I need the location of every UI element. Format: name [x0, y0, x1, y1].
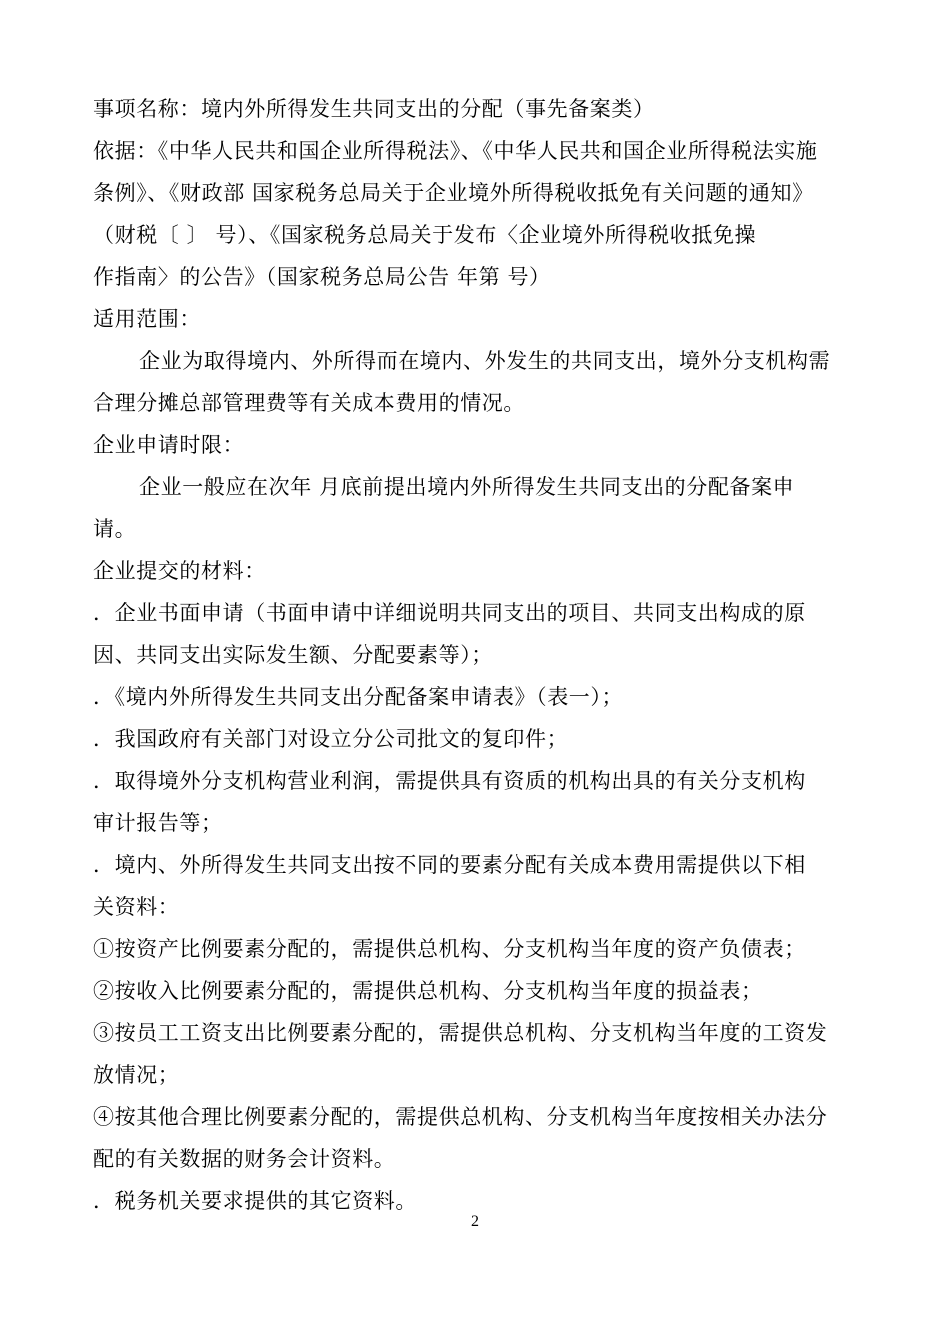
basis-line: 作指南〉的公告》（国家税务总局公告 年第 号） — [93, 265, 551, 289]
material-subitem: ②按收入比例要素分配的，需提供总机构、分支机构当年度的损益表； — [93, 979, 763, 1003]
material-item: ．《境内外所得发生共同支出分配备案申请表》（表一）； — [93, 685, 624, 709]
material-item: ．我国政府有关部门对设立分公司批文的复印件； — [93, 727, 569, 751]
page-number: 2 — [471, 1213, 479, 1230]
material-subitem: ①按资产比例要素分配的，需提供总机构、分支机构当年度的资产负债表； — [93, 937, 806, 961]
scope-text: 企业为取得境内、外所得而在境内、外发生的共同支出，境外分支机构需 — [139, 349, 831, 373]
material-subitem: 放情况； — [93, 1063, 180, 1087]
material-item: 关资料： — [93, 895, 180, 919]
material-item: 审计报告等； — [93, 811, 223, 835]
material-item: ．取得境外分支机构营业利润，需提供具有资质的机构出具的有关分支机构 — [93, 769, 806, 793]
item-name-line: 事项名称：境内外所得发生共同支出的分配（事先备案类） — [93, 97, 655, 121]
basis-line: 条例》、《财政部 国家税务总局关于企业境外所得税收抵免有关问题的通知》 — [93, 181, 814, 205]
basis-line: 依据：《中华人民共和国企业所得税法》、《中华人民共和国企业所得税法实施 — [93, 139, 818, 163]
material-subitem: 配的有关数据的财务会计资料。 — [93, 1147, 396, 1171]
material-item: ．税务机关要求提供的其它资料。 — [93, 1189, 417, 1213]
document-body — [93, 88, 845, 1222]
material-subitem: ③按员工工资支出比例要素分配的，需提供总机构、分支机构当年度的工资发 — [93, 1021, 828, 1045]
scope-text: 合理分摊总部管理费等有关成本费用的情况。 — [93, 391, 525, 415]
material-item: ．企业书面申请（书面申请中详细说明共同支出的项目、共同支出构成的原 — [93, 601, 806, 625]
deadline-text: 企业一般应在次年 月底前提出境内外所得发生共同支出的分配备案申 — [139, 475, 795, 499]
material-item: 因、共同支出实际发生额、分配要素等）； — [93, 643, 493, 667]
basis-line: （财税〔 〕 号）、《国家税务总局关于发布〈企业境外所得税收抵免操 — [93, 223, 757, 247]
materials-heading: 企业提交的材料： — [93, 559, 266, 583]
deadline-text: 请。 — [93, 517, 137, 541]
material-item: ．境内、外所得发生共同支出按不同的要素分配有关成本费用需提供以下相 — [93, 853, 806, 877]
deadline-heading: 企业申请时限： — [93, 433, 245, 457]
scope-heading: 适用范围： — [93, 307, 201, 331]
material-subitem: ④按其他合理比例要素分配的，需提供总机构、分支机构当年度按相关办法分 — [93, 1105, 828, 1129]
